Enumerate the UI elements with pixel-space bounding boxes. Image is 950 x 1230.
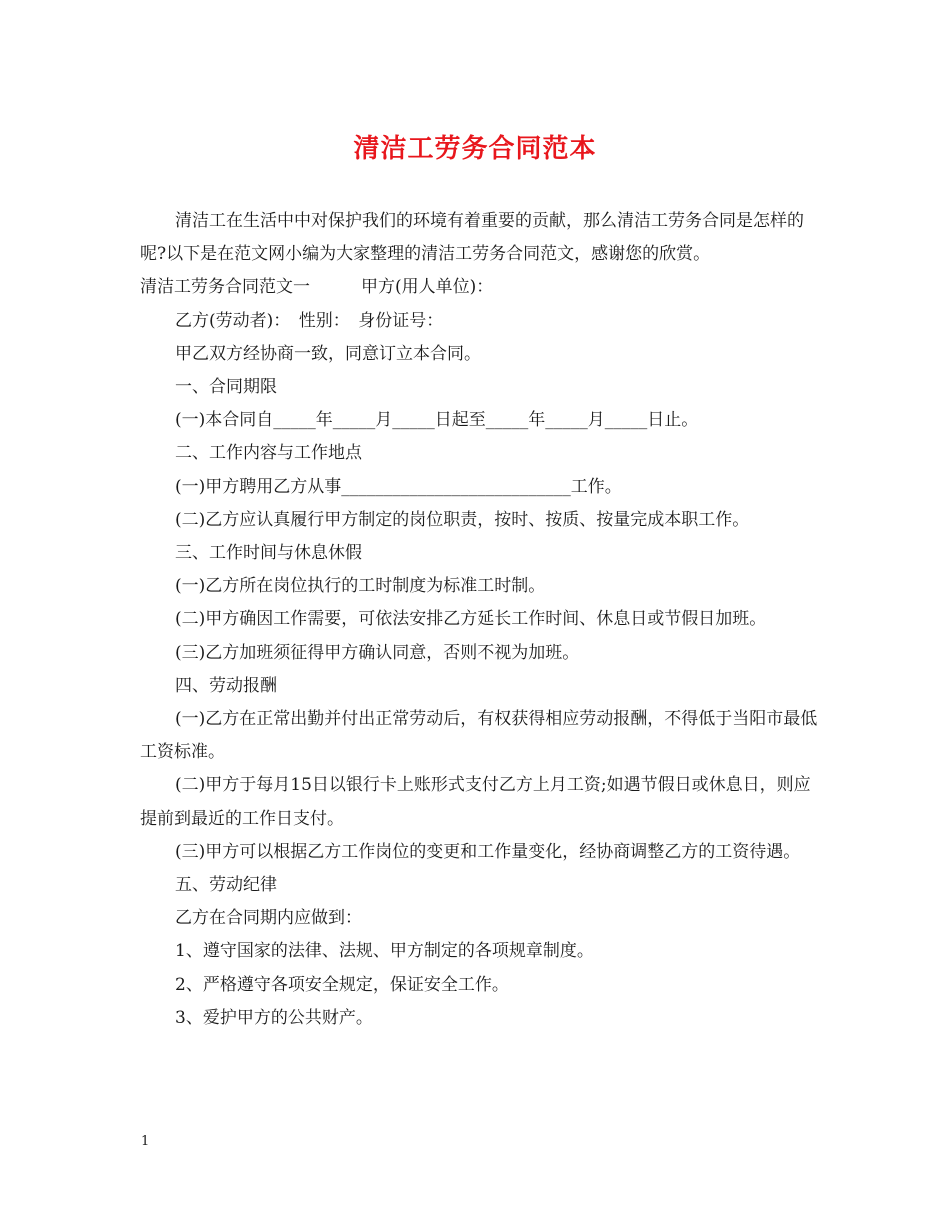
paragraph-contract-heading: 清洁工劳务合同范文一 甲方(用人单位)：: [140, 277, 494, 298]
page-number: 1: [141, 1134, 150, 1149]
section-heading-hours: 三、工作时间与休息休假: [175, 543, 362, 564]
paragraph-agreement: 甲乙双方经协商一致，同意订立本合同。: [175, 343, 481, 364]
paragraph-hours-2: (二)甲方确因工作需要，可依法安排乙方延长工作时间、休息日或节假日加班。: [175, 609, 767, 630]
paragraph-pay-1: (一)乙方在正常出勤并付出正常劳动后，有权获得相应劳动报酬，不得低于当阳市最低工资标准。: [140, 709, 818, 763]
document-title: 清洁工劳务合同范本: [353, 134, 597, 164]
paragraph-discipline-1: 1、遵守国家的法律、法规、甲方制定的各项规章制度。: [175, 941, 594, 962]
paragraph-discipline-2: 2、严格遵守各项安全规定，保证安全工作。: [175, 974, 509, 995]
paragraph-hours-1: (一)乙方所在岗位执行的工时制度为标准工时制。: [175, 576, 546, 597]
paragraph-intro: 清洁工在生活中中对保护我们的环境有着重要的贡献，那么清洁工劳务合同是怎样的呢?以下是在范文网小编为大家整理的清洁工劳务合同范文，感谢您的欣赏。: [140, 211, 804, 265]
paragraph-discipline-3: 3、爱护甲方的公共财产。: [175, 1007, 373, 1028]
section-heading-discipline: 五、劳动纪律: [175, 875, 277, 896]
paragraph-pay-2: (二)甲方于每月15日以银行卡上账形式支付乙方上月工资;如遇节假日或休息日，则应提前到最近的工作日支付。: [140, 775, 811, 829]
paragraph-discipline-intro: 乙方在合同期内应做到：: [175, 908, 362, 929]
paragraph-work-2: (二)乙方应认真履行甲方制定的岗位职责，按时、按质、按量完成本职工作。: [175, 509, 750, 530]
section-heading-work: 二、工作内容与工作地点: [175, 443, 362, 464]
section-heading-term: 一、合同期限: [175, 377, 277, 398]
paragraph-party-b: 乙方(劳动者)： 性别： 身份证号：: [175, 310, 444, 331]
paragraph-term-1: (一)本合同自_____年_____月_____日起至_____年_____月_____日止。: [175, 410, 699, 431]
paragraph-work-1: (一)甲方聘用乙方从事___________________________工作。: [175, 476, 622, 497]
document-body: [140, 205, 820, 1035]
section-heading-pay: 四、劳动报酬: [175, 675, 277, 696]
paragraph-pay-3: (三)甲方可以根据乙方工作岗位的变更和工作量变化，经协商调整乙方的工资待遇。: [175, 841, 801, 862]
paragraph-hours-3: (三)乙方加班须征得甲方确认同意，否则不视为加班。: [175, 642, 580, 663]
